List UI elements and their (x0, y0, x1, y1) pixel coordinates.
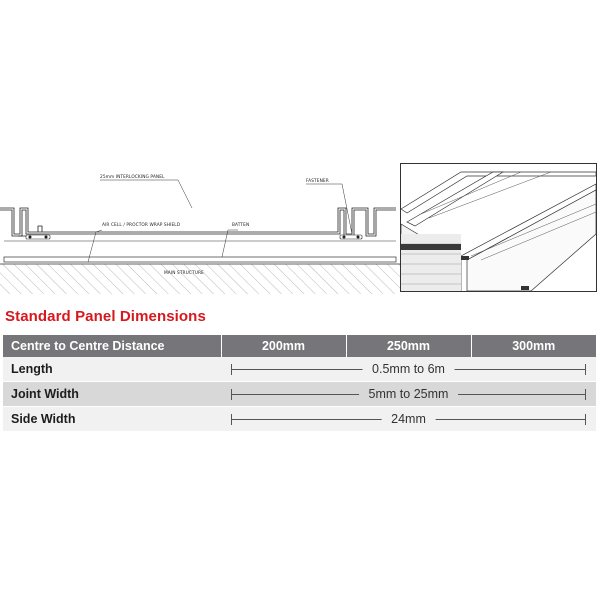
main-structure (0, 264, 400, 294)
structure-callout: MAIN STRUCTURE (164, 271, 204, 276)
header-centre-distance: Centre to Centre Distance (3, 335, 221, 357)
table-header-row (3, 335, 596, 357)
joint-width-value: 5mm to 25mm (359, 387, 459, 401)
range-cell (221, 407, 596, 432)
wrap-callout: AIR CELL / PROCTOR WRAP SHIELD (102, 223, 181, 228)
row-label-joint-width: Joint Width (3, 382, 221, 407)
panel-callout: 25mm INTERLOCKING PANEL (100, 175, 165, 180)
structure-hatch (401, 234, 461, 291)
panel-section-drawing (0, 160, 400, 295)
row-label-length: Length (3, 357, 221, 382)
section-title: Standard Panel Dimensions (5, 308, 206, 325)
header-300mm: 300mm (471, 335, 596, 357)
fastener-right (340, 235, 362, 239)
header-200mm: 200mm (221, 335, 346, 357)
table-row (3, 407, 596, 432)
range-cell (221, 357, 596, 382)
row-label-side-width: Side Width (3, 407, 221, 432)
panel-dimensions-table (3, 335, 596, 432)
dimension-range (221, 357, 596, 381)
dimension-range (221, 407, 596, 431)
batten-callout: BATTEN (232, 223, 250, 228)
range-cell (221, 382, 596, 407)
header-250mm: 250mm (346, 335, 471, 357)
table-row (3, 357, 596, 382)
side-width-value: 24mm (381, 412, 436, 426)
table-row (3, 382, 596, 407)
fastener-callout: FASTENER (306, 179, 329, 184)
interlocking-panel (0, 208, 396, 236)
length-value: 0.5mm to 6m (362, 362, 455, 376)
panel-3d-illustration (400, 163, 597, 292)
fastener-left (26, 235, 50, 239)
dimension-range (221, 382, 596, 406)
batten (4, 257, 396, 262)
